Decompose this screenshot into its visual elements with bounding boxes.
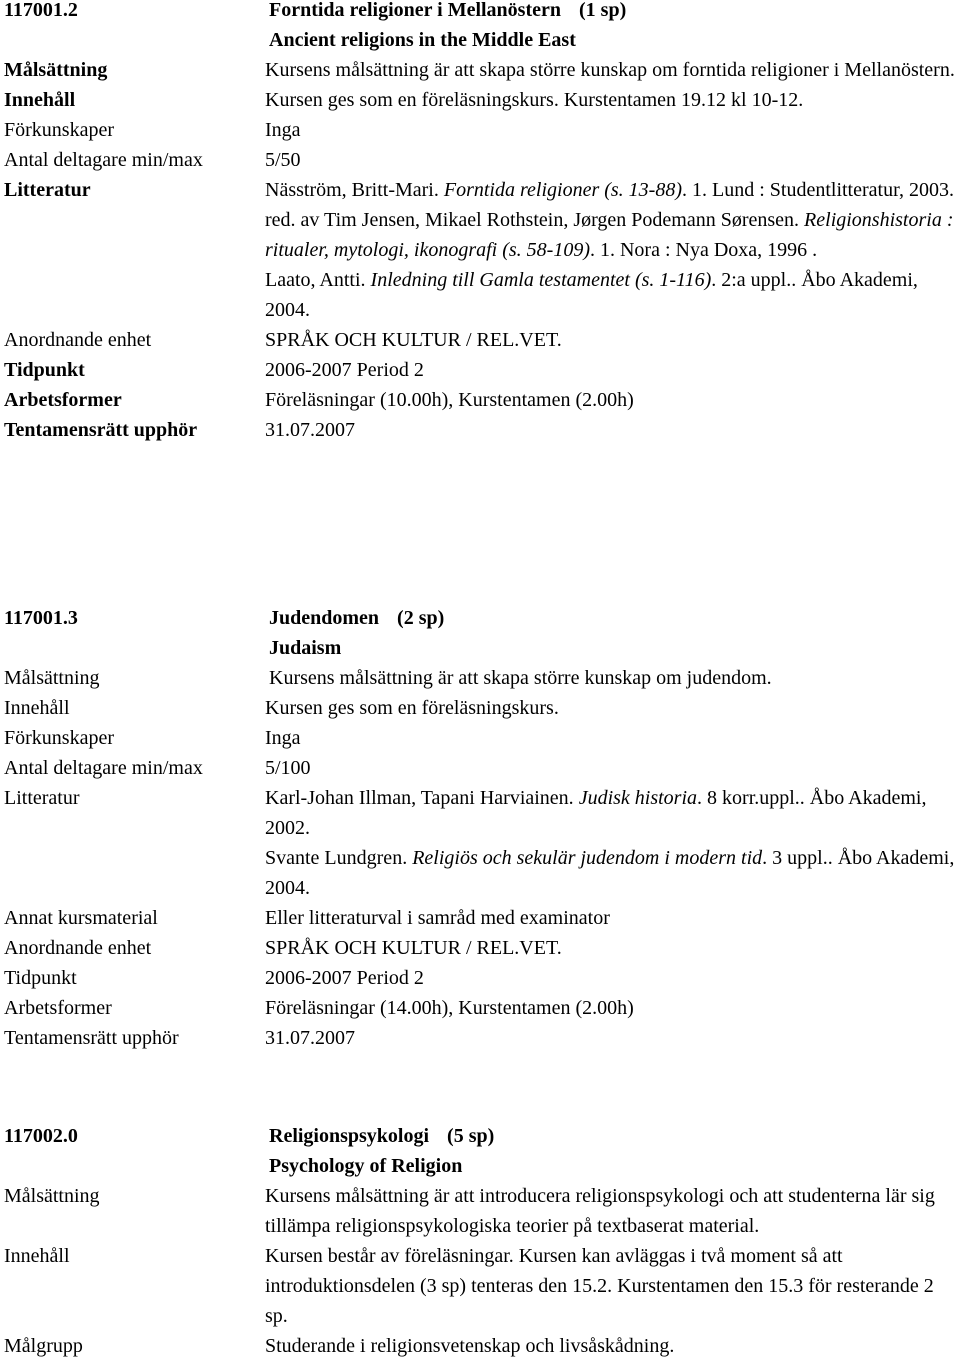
course-117001-2 — [0, 0, 960, 445]
literature-item: Svante Lundgren. Religiös och sekulär judendom i modern tid. 3 uppl.. Åbo Akademi, 2004. — [265, 847, 955, 899]
unit-row — [0, 933, 960, 963]
content-row — [0, 693, 960, 723]
goal-label: Målsättning — [4, 1185, 100, 1207]
prereq-value: Inga — [265, 119, 301, 141]
course-117001-3 — [0, 603, 960, 1053]
course-code: 117001.3 — [4, 607, 78, 629]
literature-label: Litteratur — [4, 787, 80, 809]
unit-row — [0, 325, 960, 355]
literature-list — [265, 175, 960, 325]
participants-row — [0, 753, 960, 783]
prereq-label: Förkunskaper — [4, 119, 114, 141]
other-material-label: Annat kursmaterial — [4, 907, 158, 929]
participants-label: Antal deltagare min/max — [4, 149, 203, 171]
course-title-en: Ancient religions in the Middle East — [269, 29, 576, 51]
literature-item: Laato, Antti. Inledning till Gamla testamentet (s. 1-116). 2:a uppl.. Åbo Akademi, 2004. — [265, 269, 918, 321]
prereq-row — [0, 723, 960, 753]
goal-row — [0, 1181, 960, 1241]
course-title-en: Judaism — [269, 637, 342, 659]
expiry-label: Tentamensrätt upphör — [4, 1027, 179, 1049]
goal-label: Målsättning — [4, 667, 100, 689]
other-material-row — [0, 903, 960, 933]
prereq-value: Inga — [265, 727, 301, 749]
literature-row — [0, 175, 960, 325]
goal-row — [0, 55, 960, 85]
participants-value: 5/50 — [265, 149, 301, 171]
unit-label: Anordnande enhet — [4, 329, 152, 351]
prereq-label: Förkunskaper — [4, 727, 114, 749]
audience-value: Studerande i religionsvetenskap och livsåskådning. — [265, 1335, 675, 1357]
expiry-value: 31.07.2007 — [265, 419, 355, 441]
expiry-row — [0, 1023, 960, 1053]
time-label: Tidpunkt — [4, 967, 77, 989]
literature-list — [265, 783, 960, 903]
other-material-value: Eller litteraturval i samråd med examinator — [265, 907, 610, 929]
course-title-sv: Religionspsykologi — [269, 1125, 430, 1147]
content-value: Kursen består av föreläsningar. Kursen kan avläggas i två moment så att introduktionsdelen (3 sp) tenteras den 15.2. Kurstentamen den 15.3 för resterande 2 sp. — [265, 1245, 934, 1327]
content-value: Kursen ges som en föreläsningskurs. Kurstentamen 19.12 kl 10-12. — [265, 89, 804, 111]
course-header — [0, 1121, 960, 1151]
time-row — [0, 963, 960, 993]
goal-value: Kursens målsättning är att skapa större kunskap om forntida religioner i Mellanöstern. — [265, 59, 955, 81]
content-value: Kursen ges som en föreläsningskurs. — [265, 697, 559, 719]
forms-label: Arbetsformer — [4, 997, 112, 1019]
forms-row — [0, 385, 960, 415]
course-title-en-row — [0, 1151, 960, 1181]
content-row — [0, 85, 960, 115]
unit-value: SPRÅK OCH KULTUR / REL.VET. — [265, 937, 562, 959]
course-header — [0, 0, 960, 25]
unit-value: SPRÅK OCH KULTUR / REL.VET. — [265, 329, 562, 351]
participants-label: Antal deltagare min/max — [4, 757, 203, 779]
course-title-en: Psychology of Religion — [269, 1155, 463, 1177]
expiry-row — [0, 415, 960, 445]
time-row — [0, 355, 960, 385]
expiry-label: Tentamensrätt upphör — [4, 419, 198, 441]
prereq-row — [0, 115, 960, 145]
audience-label: Målgrupp — [4, 1335, 83, 1357]
literature-item: Näsström, Britt-Mari. Forntida religioner (s. 13-88). 1. Lund : Studentlitteratur, 2003. — [265, 179, 954, 201]
goal-value: Kursens målsättning är att introducera religionspsykologi och att studenterna lär sig tillämpa religionspsykologiska teorier på textbaserat material. — [265, 1185, 935, 1237]
content-label: Innehåll — [4, 697, 70, 719]
forms-label: Arbetsformer — [4, 389, 122, 411]
course-title-en-row — [0, 25, 960, 55]
course-title-sv: Forntida religioner i Mellanöstern — [269, 0, 562, 21]
goal-label: Målsättning — [4, 59, 108, 81]
goal-value: Kursens målsättning är att skapa större kunskap om judendom. — [269, 667, 772, 689]
course-credits: (5 sp) — [447, 1125, 495, 1147]
participants-value: 5/100 — [265, 757, 311, 779]
participants-row — [0, 145, 960, 175]
content-row — [0, 1241, 960, 1331]
literature-item: Karl-Johan Illman, Tapani Harviainen. Judisk historia. 8 korr.uppl.. Åbo Akademi, 2002. — [265, 787, 927, 839]
audience-row — [0, 1331, 960, 1361]
forms-value: Föreläsningar (14.00h), Kurstentamen (2.00h) — [265, 997, 634, 1019]
course-credits: (1 sp) — [579, 0, 627, 21]
course-117002-0 — [0, 1121, 960, 1361]
course-title-en-row — [0, 633, 960, 663]
unit-label: Anordnande enhet — [4, 937, 152, 959]
time-value: 2006-2007 Period 2 — [265, 359, 424, 381]
course-header — [0, 603, 960, 633]
course-credits: (2 sp) — [397, 607, 445, 629]
literature-label: Litteratur — [4, 179, 91, 201]
goal-row — [0, 663, 960, 693]
content-label: Innehåll — [4, 1245, 70, 1267]
time-value: 2006-2007 Period 2 — [265, 967, 424, 989]
course-code: 117002.0 — [4, 1125, 78, 1147]
literature-row — [0, 783, 960, 903]
course-title-sv: Judendomen — [269, 607, 380, 629]
course-code: 117001.2 — [4, 0, 78, 21]
literature-item: red. av Tim Jensen, Mikael Rothstein, Jørgen Podemann Sørensen. Religionshistoria : ritualer, mytologi, ikonografi (s. 58-109). 1. Nora : Nya Doxa, 1996 . — [265, 209, 954, 261]
expiry-value: 31.07.2007 — [265, 1027, 355, 1049]
forms-row — [0, 993, 960, 1023]
content-label: Innehåll — [4, 89, 76, 111]
forms-value: Föreläsningar (10.00h), Kurstentamen (2.00h) — [265, 389, 634, 411]
time-label: Tidpunkt — [4, 359, 85, 381]
